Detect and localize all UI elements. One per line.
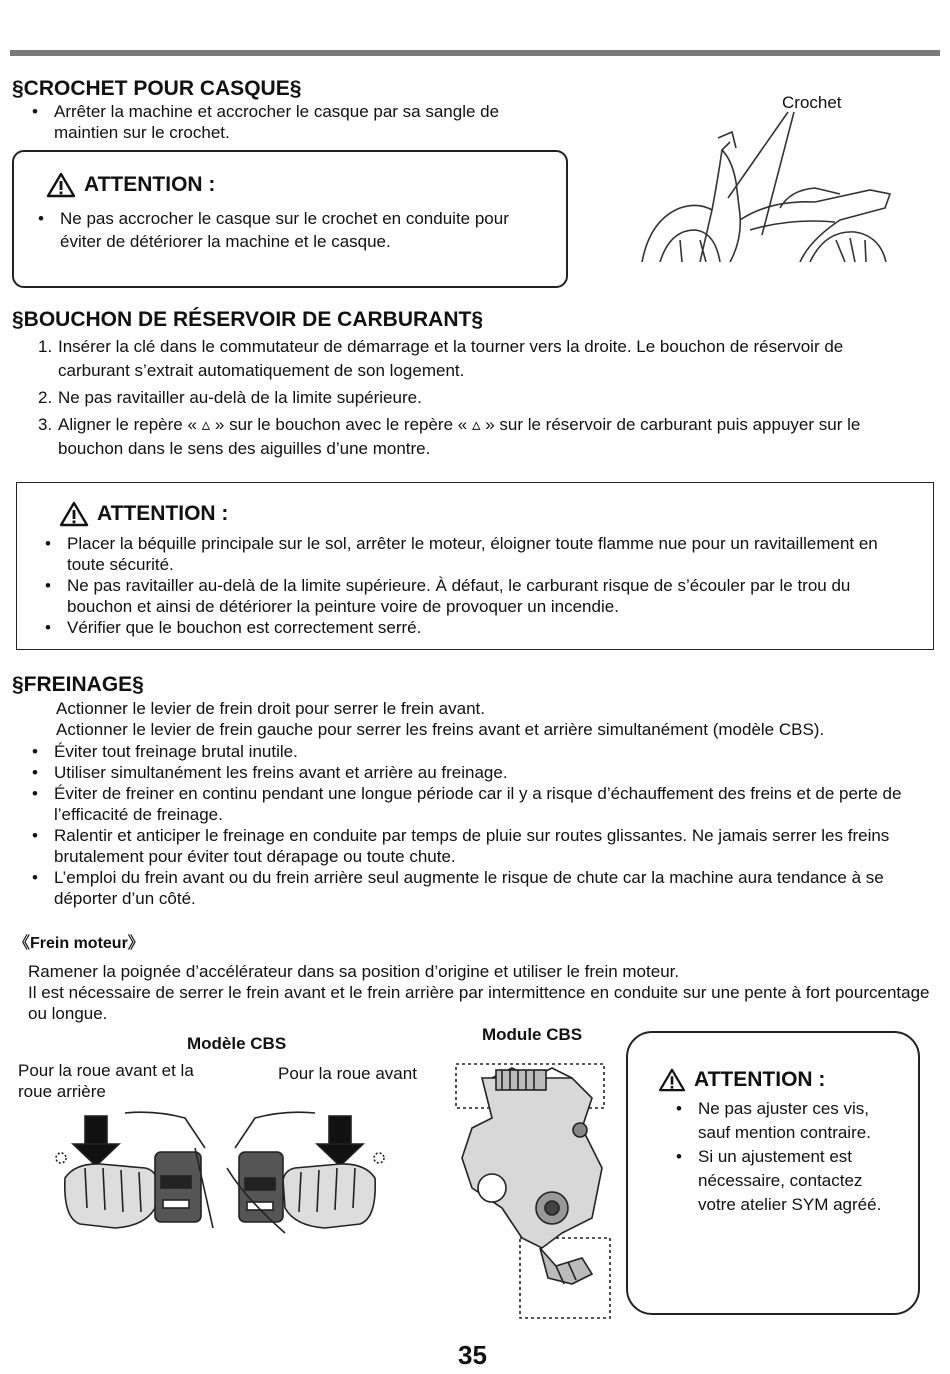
bouchon-step: 3. Aligner le repère « ▵ » sur le bouchon avec le repère « ▵ » sur le réservoir de carburant puis appuyer sur le bouchon dans le sens des aiguilles d’une montre. xyxy=(38,415,861,458)
modele-cbs-label: Modèle CBS xyxy=(187,1034,287,1053)
frein-moteur-text xyxy=(28,961,940,1024)
warning-triangle-icon xyxy=(59,501,89,527)
right-brake-label: Pour la roue avant xyxy=(278,1064,417,1083)
bouchon-steps xyxy=(38,335,898,464)
bouchon-attention-box xyxy=(16,482,934,650)
frein-moteur-line: Ramener la poignée d’accélérateur dans sa position d’origine et utiliser le frein moteur. xyxy=(28,962,680,981)
freinage-bullet: • Utiliser simultanément les freins avant et arrière au freinage. xyxy=(28,762,928,783)
cbs-attention-bullets xyxy=(672,1097,882,1217)
page-number: 35 xyxy=(458,1340,487,1370)
left-hand-brake-illustration xyxy=(55,1108,215,1243)
bouchon-attention-bullet: • Placer la béquille principale sur le sol, arrêter le moteur, éloigner toute flamme nue pour un ravitaillement en toute sécurité. xyxy=(41,533,911,575)
freinage-intro xyxy=(56,698,936,740)
crochet-bullets xyxy=(28,101,568,143)
frein-moteur-title: 《Frein moteur》 xyxy=(14,935,144,952)
section-title-crochet: §CROCHET POUR CASQUE§ xyxy=(12,77,302,100)
freinage-bullet: • L’emploi du frein avant ou du frein arrière seul augmente le risque de chute car la machine aura tendance à se déporter d’un côté. xyxy=(28,867,928,909)
warning-triangle-icon xyxy=(658,1068,686,1092)
freinage-intro-line: Actionner le levier de frein droit pour serrer le frein avant. xyxy=(56,699,485,718)
crochet-attention-bullets xyxy=(34,207,534,253)
cbs-module-illustration xyxy=(452,1058,620,1324)
scooter-icon xyxy=(640,90,900,262)
warning-triangle-icon xyxy=(46,172,76,198)
attention-label: ATTENTION : xyxy=(97,502,229,525)
top-rule xyxy=(10,50,940,56)
left-brake-label: Pour la roue avant et la roue arrière xyxy=(18,1061,194,1101)
module-cbs-label: Module CBS xyxy=(482,1025,583,1044)
attention-label: ATTENTION : xyxy=(84,173,216,196)
cbs-attention-heading xyxy=(658,1068,825,1092)
crochet-attention-heading xyxy=(46,172,215,198)
freinage-bullet: • Éviter tout freinage brutal inutile. xyxy=(28,741,928,762)
bouchon-attention-bullet: • Vérifier que le bouchon est correctement serré. xyxy=(41,617,911,638)
freinage-bullet: • Éviter de freiner en continu pendant une longue période car il y a risque d’échauffement des freins et de perte de l’efficacité de freinage. xyxy=(28,783,928,825)
section-title-freinage: §FREINAGE§ xyxy=(12,673,144,696)
bouchon-attention-heading xyxy=(59,501,228,527)
frein-moteur-line: Il est nécessaire de serrer le frein avant et le frein arrière par intermittence en conduite sur une pente à fort pourcentage ou longue. xyxy=(28,983,930,1023)
cbs-attention-box xyxy=(626,1031,920,1315)
freinage-intro-line: Actionner le levier de frein gauche pour serrer les freins avant et arrière simultanément (modèle CBS). xyxy=(56,720,825,739)
cbs-attention-bullet: • Ne pas ajuster ces vis, sauf mention contraire. xyxy=(672,1097,882,1145)
attention-label: ATTENTION : xyxy=(694,1068,826,1091)
scooter-hook-figure xyxy=(640,90,900,262)
figure-label-crochet: Crochet xyxy=(782,93,842,112)
right-hand-brake-illustration xyxy=(225,1108,385,1243)
crochet-attention-box xyxy=(12,150,568,288)
freinage-bullet: • Ralentir et anticiper le freinage en conduite par temps de pluie sur routes glissantes. Ne jamais serrer les freins brutalement pour éviter tout dérapage ou toute chute. xyxy=(28,825,928,867)
crochet-attention-bullet: • Ne pas accrocher le casque sur le crochet en conduite pour éviter de détériorer la machine et le casque. xyxy=(34,207,534,253)
freinage-bullets xyxy=(28,741,928,909)
bouchon-step: 2. Ne pas ravitailler au-delà de la limite supérieure. xyxy=(38,388,422,407)
bouchon-step: 1. Insérer la clé dans le commutateur de démarrage et la tourner vers la droite. Le bouchon de réservoir de carburant s’extrait automatiquement de son logement. xyxy=(38,337,844,380)
section-title-bouchon: §BOUCHON DE RÉSERVOIR DE CARBURANT§ xyxy=(12,308,484,331)
cbs-attention-bullet: • Si un ajustement est nécessaire, contactez votre atelier SYM agréé. xyxy=(672,1145,882,1217)
bouchon-attention-bullets xyxy=(41,533,911,638)
crochet-bullet: • Arrêter la machine et accrocher le casque par sa sangle de maintien sur le crochet. xyxy=(28,101,568,143)
bouchon-attention-bullet: • Ne pas ravitailler au-delà de la limite supérieure. À défaut, le carburant risque de s’écouler par le trou du bouchon et ainsi de détériorer la peinture voire de provoquer un incendie. xyxy=(41,575,911,617)
